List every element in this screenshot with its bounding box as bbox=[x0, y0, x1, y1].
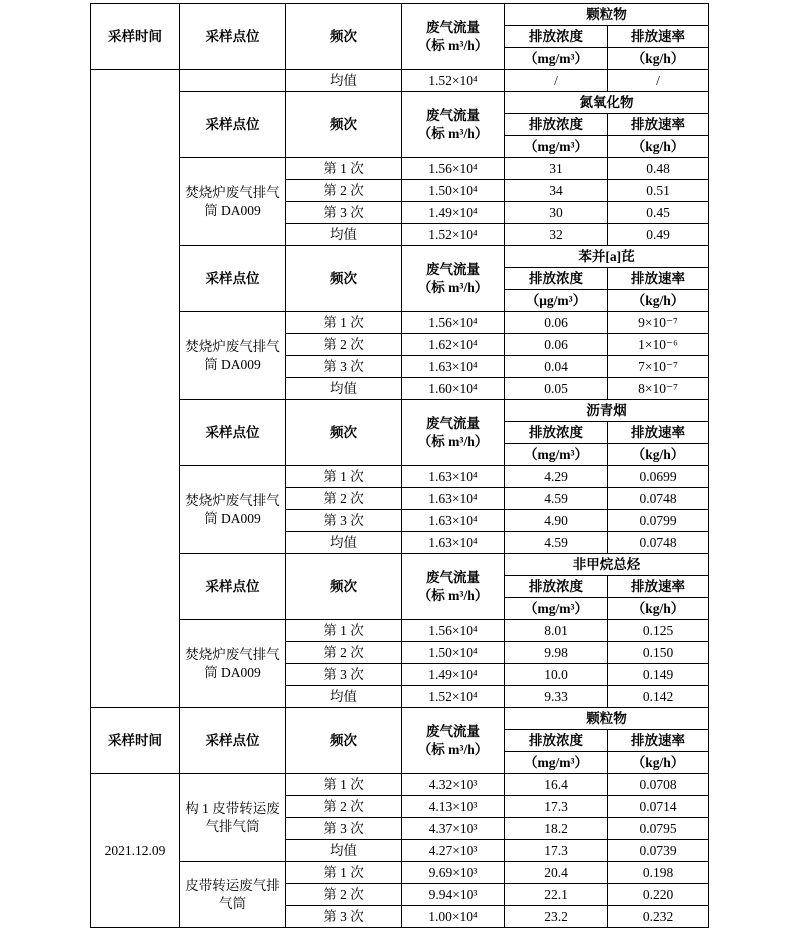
header-pollutant: 颗粒物 bbox=[505, 708, 709, 730]
table-cell: 均值 bbox=[286, 70, 402, 92]
header-concentration-unit: （mg/m³） bbox=[505, 444, 608, 466]
frequency-cell: 第 1 次 bbox=[286, 774, 402, 796]
header-sampling-time: 采样时间 bbox=[91, 4, 180, 70]
header-frequency: 频次 bbox=[286, 400, 402, 466]
flow-cell: 1.49×10⁴ bbox=[402, 202, 505, 224]
table-row bbox=[91, 554, 709, 576]
header-rate-unit: （kg/h） bbox=[608, 48, 709, 70]
frequency-cell: 第 2 次 bbox=[286, 334, 402, 356]
header-rate-unit: （kg/h） bbox=[608, 598, 709, 620]
sampling-point-cell: 焚烧炉废气排气筒 DA009 bbox=[180, 158, 286, 246]
table-cell: 1.52×10⁴ bbox=[402, 70, 505, 92]
concentration-cell: 4.29 bbox=[505, 466, 608, 488]
header-rate: 排放速率 bbox=[608, 26, 709, 48]
rate-cell: 0.0748 bbox=[608, 532, 709, 554]
flow-cell: 4.13×10³ bbox=[402, 796, 505, 818]
table-row bbox=[91, 312, 709, 334]
concentration-cell: 9.33 bbox=[505, 686, 608, 708]
concentration-cell: 8.01 bbox=[505, 620, 608, 642]
flow-cell: 4.27×10³ bbox=[402, 840, 505, 862]
flow-cell: 1.60×10⁴ bbox=[402, 378, 505, 400]
rate-cell: 0.45 bbox=[608, 202, 709, 224]
frequency-cell: 第 3 次 bbox=[286, 906, 402, 928]
flow-cell: 1.49×10⁴ bbox=[402, 664, 505, 686]
rate-cell: 0.142 bbox=[608, 686, 709, 708]
concentration-cell: 30 bbox=[505, 202, 608, 224]
sampling-time-cell: 2021.12.09 bbox=[91, 774, 180, 928]
rate-cell: 0.150 bbox=[608, 642, 709, 664]
concentration-cell: 22.1 bbox=[505, 884, 608, 906]
flow-cell: 1.50×10⁴ bbox=[402, 642, 505, 664]
table-row bbox=[91, 708, 709, 730]
header-frequency: 频次 bbox=[286, 554, 402, 620]
cell-line: （标 m³/h） bbox=[417, 587, 489, 603]
header-sampling-point: 采样点位 bbox=[180, 4, 286, 70]
header-frequency: 频次 bbox=[286, 708, 402, 774]
header-rate: 排放速率 bbox=[608, 730, 709, 752]
sampling-point-cell: 焚烧炉废气排气筒 DA009 bbox=[180, 620, 286, 708]
rate-cell: 0.0714 bbox=[608, 796, 709, 818]
header-concentration: 排放浓度 bbox=[505, 576, 608, 598]
frequency-cell: 第 1 次 bbox=[286, 158, 402, 180]
table-row bbox=[91, 400, 709, 422]
table-row bbox=[91, 92, 709, 114]
header-rate-unit: （kg/h） bbox=[608, 444, 709, 466]
frequency-cell: 第 3 次 bbox=[286, 510, 402, 532]
rate-cell: 0.0748 bbox=[608, 488, 709, 510]
cell-line: 废气流量 bbox=[426, 261, 480, 277]
concentration-cell: 16.4 bbox=[505, 774, 608, 796]
header-concentration-unit: （mg/m³） bbox=[505, 136, 608, 158]
cell-line: （标 m³/h） bbox=[417, 37, 489, 53]
sampling-point-cell: 皮带转运废气排气筒 bbox=[180, 862, 286, 928]
header-concentration-unit: （mg/m³） bbox=[505, 752, 608, 774]
frequency-cell: 第 1 次 bbox=[286, 620, 402, 642]
rate-cell: 0.125 bbox=[608, 620, 709, 642]
sampling-point-cell: 焚烧炉废气排气筒 DA009 bbox=[180, 312, 286, 400]
header-flow bbox=[402, 554, 505, 620]
frequency-cell: 均值 bbox=[286, 378, 402, 400]
table-row bbox=[91, 158, 709, 180]
flow-cell: 1.63×10⁴ bbox=[402, 488, 505, 510]
concentration-cell: 17.3 bbox=[505, 796, 608, 818]
cell-line: 废气流量 bbox=[426, 569, 480, 585]
cell-line: （标 m³/h） bbox=[417, 433, 489, 449]
table-row bbox=[91, 246, 709, 268]
frequency-cell: 均值 bbox=[286, 840, 402, 862]
rate-cell: 0.48 bbox=[608, 158, 709, 180]
flow-cell: 1.63×10⁴ bbox=[402, 532, 505, 554]
header-flow bbox=[402, 92, 505, 158]
flow-cell: 9.69×10³ bbox=[402, 862, 505, 884]
concentration-cell: 0.06 bbox=[505, 334, 608, 356]
flow-cell: 1.63×10⁴ bbox=[402, 466, 505, 488]
sampling-point-cell: 焚烧炉废气排气筒 DA009 bbox=[180, 466, 286, 554]
flow-cell: 1.56×10⁴ bbox=[402, 312, 505, 334]
rate-cell: 1×10⁻⁶ bbox=[608, 334, 709, 356]
cell-line: （标 m³/h） bbox=[417, 125, 489, 141]
frequency-cell: 第 1 次 bbox=[286, 312, 402, 334]
rate-cell: 8×10⁻⁷ bbox=[608, 378, 709, 400]
header-pollutant: 苯并[a]芘 bbox=[505, 246, 709, 268]
rate-cell: 0.0708 bbox=[608, 774, 709, 796]
concentration-cell: 0.04 bbox=[505, 356, 608, 378]
frequency-cell: 第 2 次 bbox=[286, 488, 402, 510]
rate-cell: 0.0799 bbox=[608, 510, 709, 532]
header-concentration: 排放浓度 bbox=[505, 268, 608, 290]
frequency-cell: 第 2 次 bbox=[286, 884, 402, 906]
header-sampling-point: 采样点位 bbox=[180, 92, 286, 158]
rate-cell: 0.149 bbox=[608, 664, 709, 686]
frequency-cell: 第 2 次 bbox=[286, 642, 402, 664]
concentration-cell: 0.05 bbox=[505, 378, 608, 400]
header-concentration: 排放浓度 bbox=[505, 730, 608, 752]
frequency-cell: 均值 bbox=[286, 532, 402, 554]
table-cell bbox=[180, 70, 286, 92]
header-frequency: 频次 bbox=[286, 92, 402, 158]
table-row bbox=[91, 862, 709, 884]
rate-cell: 0.198 bbox=[608, 862, 709, 884]
table-cell: / bbox=[608, 70, 709, 92]
cell-line: 废气流量 bbox=[426, 723, 480, 739]
flow-cell: 1.50×10⁴ bbox=[402, 180, 505, 202]
table-cell: / bbox=[505, 70, 608, 92]
frequency-cell: 第 3 次 bbox=[286, 818, 402, 840]
header-pollutant: 沥青烟 bbox=[505, 400, 709, 422]
flow-cell: 1.52×10⁴ bbox=[402, 224, 505, 246]
header-sampling-point: 采样点位 bbox=[180, 708, 286, 774]
table-body bbox=[91, 4, 709, 928]
cell-line: （标 m³/h） bbox=[417, 741, 489, 757]
rate-cell: 0.51 bbox=[608, 180, 709, 202]
flow-cell: 9.94×10³ bbox=[402, 884, 505, 906]
header-pollutant: 氮氧化物 bbox=[505, 92, 709, 114]
header-concentration-unit: （mg/m³） bbox=[505, 48, 608, 70]
rate-cell: 0.220 bbox=[608, 884, 709, 906]
header-concentration: 排放浓度 bbox=[505, 26, 608, 48]
flow-cell: 1.56×10⁴ bbox=[402, 158, 505, 180]
frequency-cell: 第 2 次 bbox=[286, 180, 402, 202]
rate-cell: 0.0699 bbox=[608, 466, 709, 488]
rate-cell: 7×10⁻⁷ bbox=[608, 356, 709, 378]
concentration-cell: 23.2 bbox=[505, 906, 608, 928]
frequency-cell: 均值 bbox=[286, 686, 402, 708]
concentration-cell: 31 bbox=[505, 158, 608, 180]
frequency-cell: 第 3 次 bbox=[286, 664, 402, 686]
frequency-cell: 第 1 次 bbox=[286, 466, 402, 488]
table-row bbox=[91, 466, 709, 488]
concentration-cell: 20.4 bbox=[505, 862, 608, 884]
rate-cell: 0.49 bbox=[608, 224, 709, 246]
header-rate: 排放速率 bbox=[608, 576, 709, 598]
header-sampling-point: 采样点位 bbox=[180, 246, 286, 312]
header-frequency: 频次 bbox=[286, 246, 402, 312]
header-rate-unit: （kg/h） bbox=[608, 752, 709, 774]
rate-cell: 9×10⁻⁷ bbox=[608, 312, 709, 334]
rate-cell: 0.0739 bbox=[608, 840, 709, 862]
table-row bbox=[91, 4, 709, 26]
header-rate-unit: （kg/h） bbox=[608, 136, 709, 158]
concentration-cell: 4.59 bbox=[505, 488, 608, 510]
flow-cell: 1.62×10⁴ bbox=[402, 334, 505, 356]
frequency-cell: 均值 bbox=[286, 224, 402, 246]
cell-line: 废气流量 bbox=[426, 107, 480, 123]
flow-cell: 1.52×10⁴ bbox=[402, 686, 505, 708]
frequency-cell: 第 3 次 bbox=[286, 202, 402, 224]
header-flow bbox=[402, 708, 505, 774]
concentration-cell: 4.59 bbox=[505, 532, 608, 554]
table-row bbox=[91, 774, 709, 796]
table-row bbox=[91, 620, 709, 642]
cell-line: （标 m³/h） bbox=[417, 279, 489, 295]
concentration-cell: 32 bbox=[505, 224, 608, 246]
concentration-cell: 17.3 bbox=[505, 840, 608, 862]
frequency-cell: 第 1 次 bbox=[286, 862, 402, 884]
header-concentration: 排放浓度 bbox=[505, 114, 608, 136]
header-concentration-unit: （μg/m³） bbox=[505, 290, 608, 312]
cell-line: 废气流量 bbox=[426, 415, 480, 431]
header-frequency: 频次 bbox=[286, 4, 402, 70]
header-pollutant: 非甲烷总烃 bbox=[505, 554, 709, 576]
flow-cell: 1.00×10⁴ bbox=[402, 906, 505, 928]
concentration-cell: 4.90 bbox=[505, 510, 608, 532]
monitoring-data-table bbox=[90, 3, 709, 928]
rate-cell: 0.232 bbox=[608, 906, 709, 928]
header-concentration-unit: （mg/m³） bbox=[505, 598, 608, 620]
concentration-cell: 34 bbox=[505, 180, 608, 202]
header-sampling-point: 采样点位 bbox=[180, 554, 286, 620]
sampling-time-cell bbox=[91, 70, 180, 708]
frequency-cell: 第 2 次 bbox=[286, 796, 402, 818]
frequency-cell: 第 3 次 bbox=[286, 356, 402, 378]
flow-cell: 4.32×10³ bbox=[402, 774, 505, 796]
concentration-cell: 10.0 bbox=[505, 664, 608, 686]
header-sampling-time: 采样时间 bbox=[91, 708, 180, 774]
sampling-point-cell: 构 1 皮带转运废气排气筒 bbox=[180, 774, 286, 862]
flow-cell: 1.56×10⁴ bbox=[402, 620, 505, 642]
header-flow bbox=[402, 246, 505, 312]
header-flow bbox=[402, 400, 505, 466]
concentration-cell: 9.98 bbox=[505, 642, 608, 664]
cell-line: 废气流量 bbox=[426, 19, 480, 35]
table-row bbox=[91, 70, 709, 92]
header-rate-unit: （kg/h） bbox=[608, 290, 709, 312]
header-concentration: 排放浓度 bbox=[505, 422, 608, 444]
concentration-cell: 0.06 bbox=[505, 312, 608, 334]
header-rate: 排放速率 bbox=[608, 114, 709, 136]
rate-cell: 0.0795 bbox=[608, 818, 709, 840]
header-flow bbox=[402, 4, 505, 70]
flow-cell: 4.37×10³ bbox=[402, 818, 505, 840]
header-sampling-point: 采样点位 bbox=[180, 400, 286, 466]
header-pollutant: 颗粒物 bbox=[505, 4, 709, 26]
flow-cell: 1.63×10⁴ bbox=[402, 356, 505, 378]
header-rate: 排放速率 bbox=[608, 268, 709, 290]
concentration-cell: 18.2 bbox=[505, 818, 608, 840]
flow-cell: 1.63×10⁴ bbox=[402, 510, 505, 532]
header-rate: 排放速率 bbox=[608, 422, 709, 444]
